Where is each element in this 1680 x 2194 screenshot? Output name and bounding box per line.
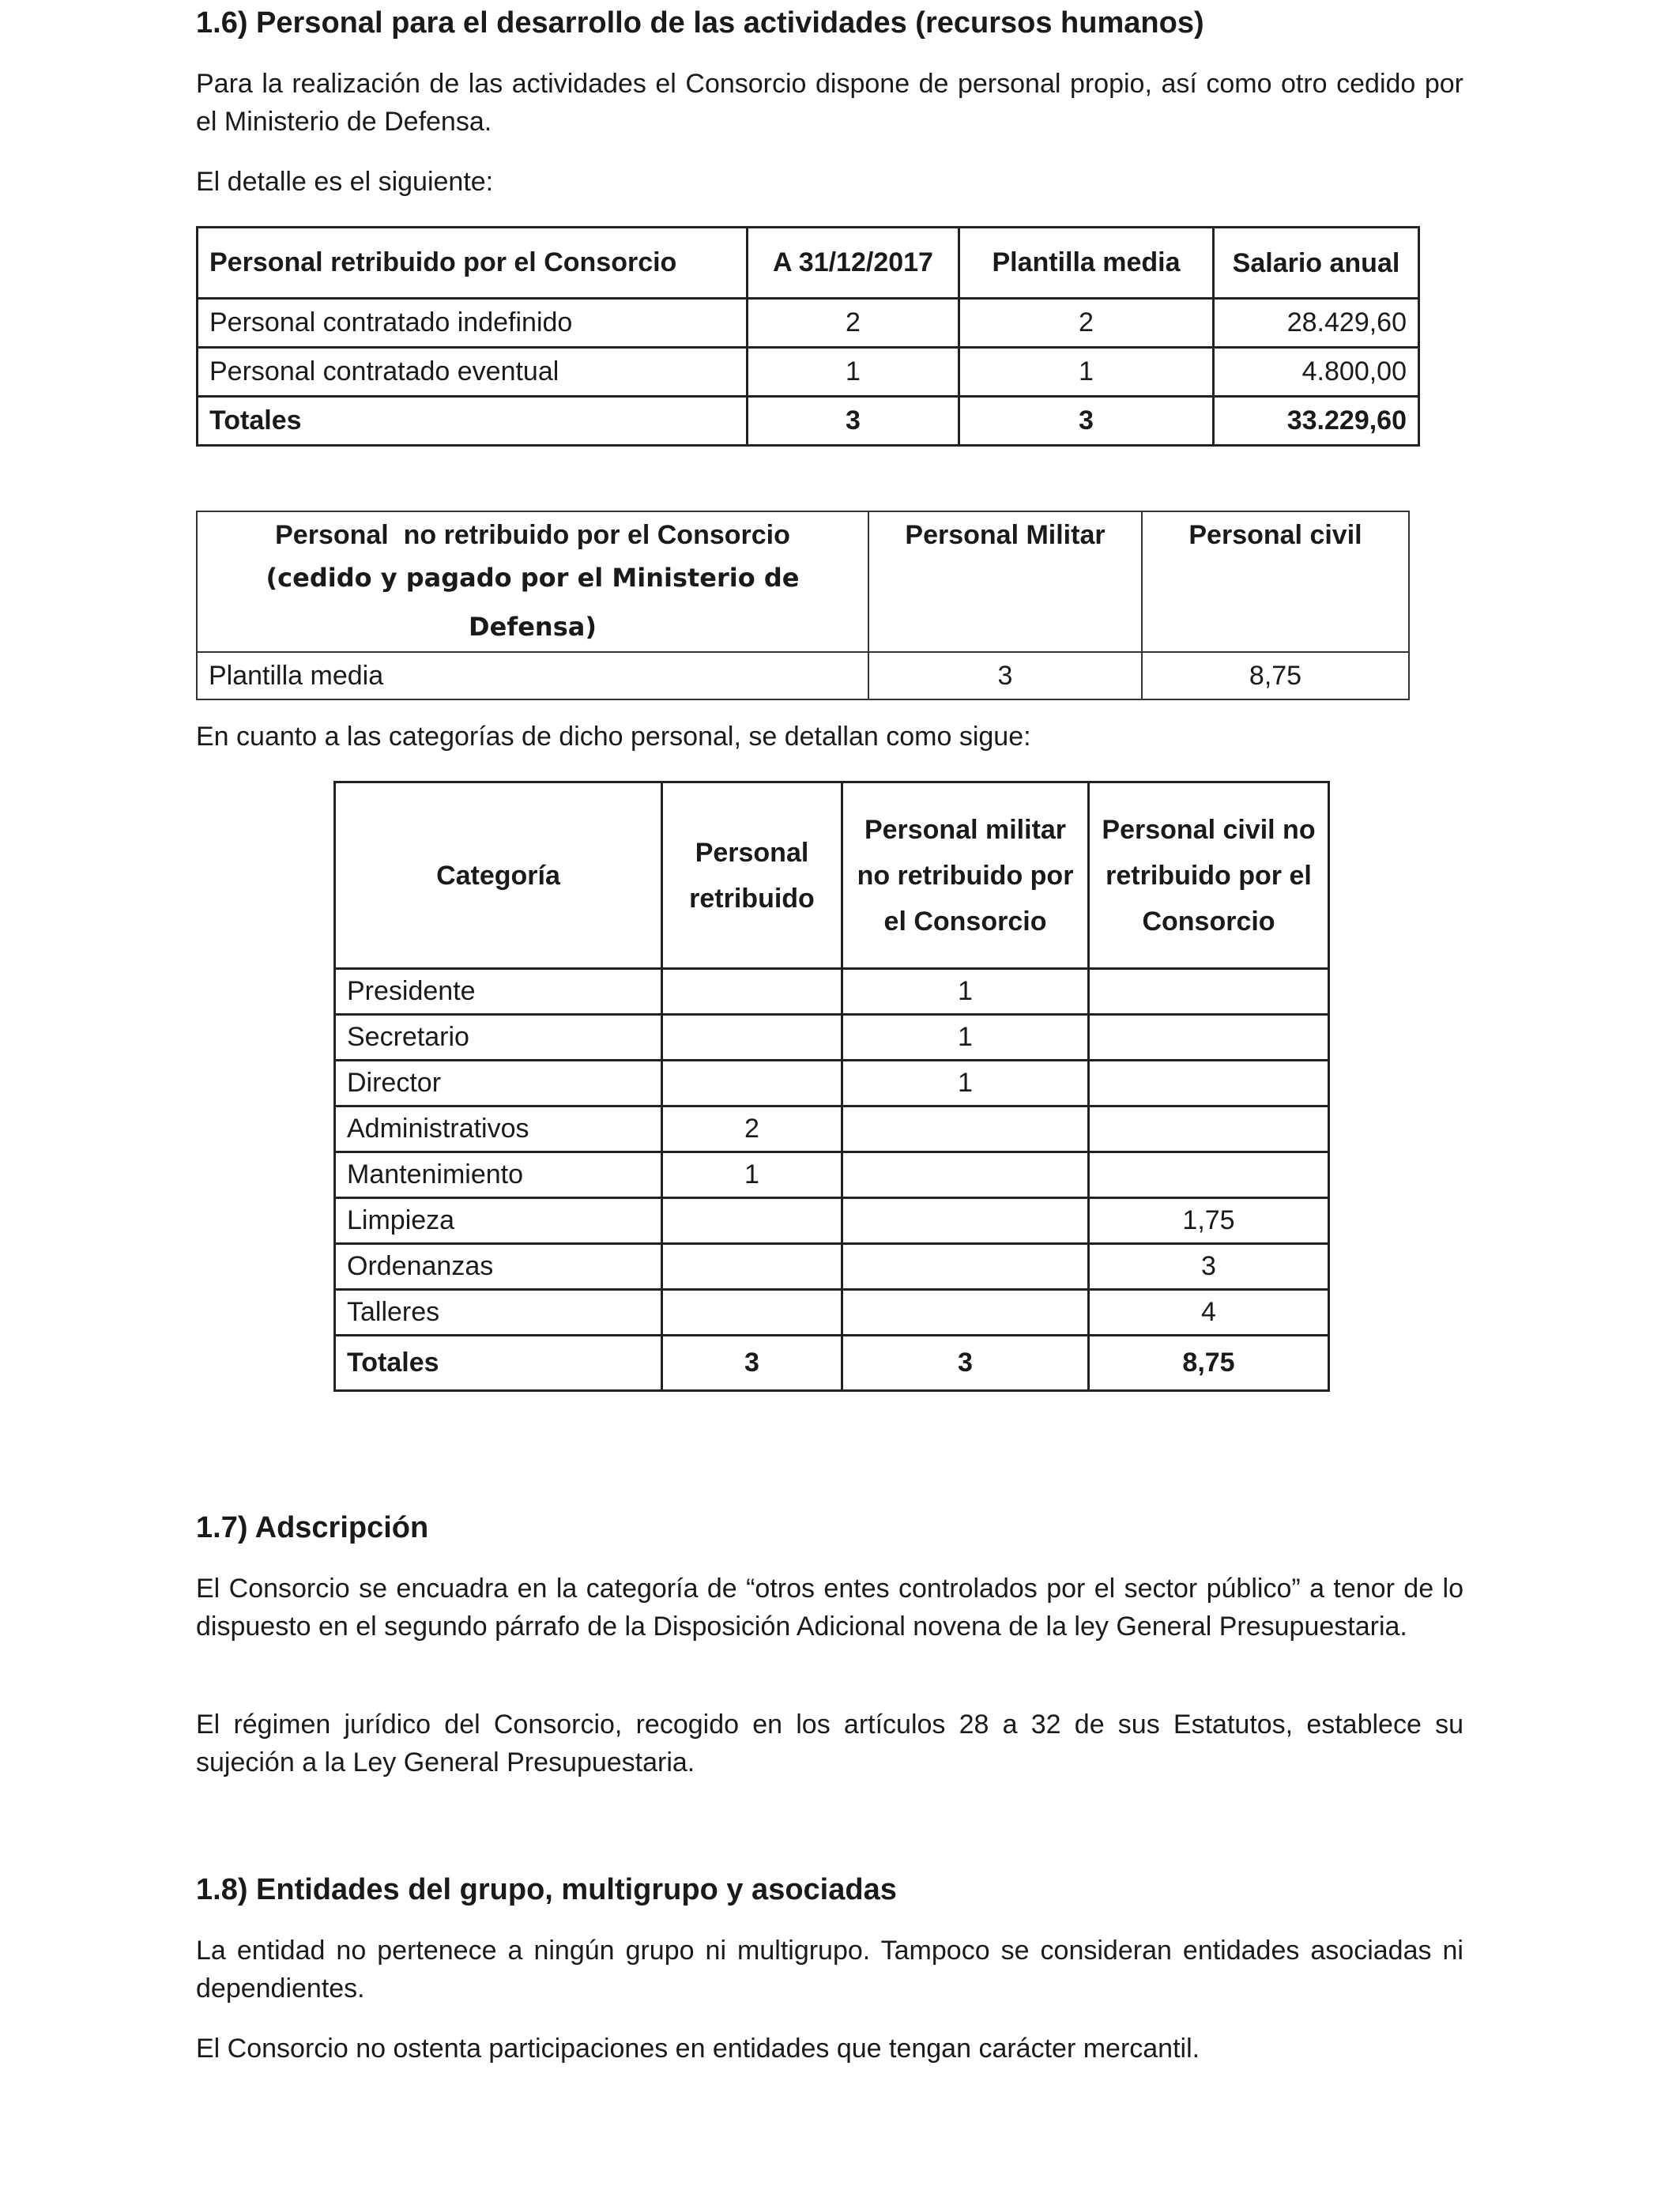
section-heading-1-6: 1.6) Personal para el desarrollo de las actividades (recursos humanos): [196, 6, 1204, 40]
row-label: Presidente: [335, 969, 662, 1015]
cell-value: 4.800,00: [1214, 348, 1419, 397]
cell-value: [842, 1244, 1089, 1290]
header-military-unpaid: Personal militar no retribuido por el Consorcio: [842, 782, 1089, 969]
cell-value: [662, 1290, 842, 1336]
cell-value: 1: [842, 969, 1089, 1015]
cell-value: 1: [842, 1061, 1089, 1106]
row-label: Plantilla media: [197, 652, 868, 699]
header-civil-unpaid: Personal civil no retribuido por el Consorcio: [1089, 782, 1329, 969]
header-civil-staff: Personal civil: [1142, 511, 1409, 652]
cell-value: 3: [868, 652, 1142, 699]
table-row: [335, 1106, 1329, 1152]
cell-value: 4: [1089, 1290, 1329, 1336]
totals-label: Totales: [198, 397, 748, 446]
cell-value: [842, 1152, 1089, 1198]
cell-value: [842, 1290, 1089, 1336]
group-entities-paragraph-2: El Consorcio no ostenta participaciones en entidades que tengan carácter mercantil.: [196, 2034, 1200, 2064]
cell-value: 1: [959, 348, 1214, 397]
cell-value: [662, 1015, 842, 1061]
table-row: [335, 1152, 1329, 1198]
totals-label: Totales: [335, 1336, 662, 1391]
cell-value: 3: [1089, 1244, 1329, 1290]
row-label: Personal contratado eventual: [198, 348, 748, 397]
header-unpaid-line2: (cedido y pagado por el Ministerio de Defensa): [266, 563, 800, 642]
table-row: [198, 299, 1419, 348]
row-label: Limpieza: [335, 1198, 662, 1244]
total-value: 3: [748, 397, 959, 446]
cell-value: [662, 969, 842, 1015]
cell-value: 2: [959, 299, 1214, 348]
header-unpaid-line1: Personal no retribuido por el Consorcio: [275, 520, 790, 550]
cell-value: 1: [748, 348, 959, 397]
cell-value: [662, 1061, 842, 1106]
table-row: [335, 1244, 1329, 1290]
paid-staff-table: [196, 226, 1420, 447]
row-label: Director: [335, 1061, 662, 1106]
table-row: [335, 1061, 1329, 1106]
total-value: 3: [959, 397, 1214, 446]
row-label: Administrativos: [335, 1106, 662, 1152]
cell-value: [842, 1106, 1089, 1152]
header-date: A 31/12/2017: [748, 228, 959, 299]
totals-row: [335, 1336, 1329, 1391]
cell-value: [1089, 1106, 1329, 1152]
total-value: 33.229,60: [1214, 397, 1419, 446]
table-row: [335, 969, 1329, 1015]
row-label: Mantenimiento: [335, 1152, 662, 1198]
row-label: Ordenanzas: [335, 1244, 662, 1290]
cell-value: 8,75: [1142, 652, 1409, 699]
header-average-staff: Plantilla media: [959, 228, 1214, 299]
cell-value: [842, 1198, 1089, 1244]
header-unpaid-staff: [197, 511, 868, 652]
table-row: [197, 652, 1409, 699]
header-category: Categoría: [335, 782, 662, 969]
table-row: [335, 1015, 1329, 1061]
header-military-staff: Personal Militar: [868, 511, 1142, 652]
cell-value: [1089, 1015, 1329, 1061]
cell-value: [1089, 1061, 1329, 1106]
unpaid-staff-table: [196, 511, 1410, 700]
header-paid: Personal retribuido: [662, 782, 842, 969]
row-label: Personal contratado indefinido: [198, 299, 748, 348]
row-label: Talleres: [335, 1290, 662, 1336]
cell-value: [662, 1244, 842, 1290]
cell-value: 1: [662, 1152, 842, 1198]
cell-value: [662, 1198, 842, 1244]
table-row: [198, 348, 1419, 397]
adscription-paragraph-1: El Consorcio se encuadra en la categoría de “otros entes controlados por el sector público” a tenor de lo dispuesto en el segundo párrafo de la Disposición Adicional novena de la ley General Presupuestaria.: [196, 1574, 1463, 1642]
detail-paragraph: El detalle es el siguiente:: [196, 167, 494, 197]
total-value: 3: [662, 1336, 842, 1391]
intro-paragraph: Para la realización de las actividades el Consorcio dispone de personal propio, así como otro cedido por el Ministerio de Defensa.: [196, 69, 1463, 137]
header-annual-salary: Salario anual: [1214, 228, 1419, 299]
totals-row: [198, 397, 1419, 446]
section-heading-1-7: 1.7) Adscripción: [196, 1511, 429, 1544]
categories-table: [333, 781, 1330, 1392]
categories-intro-paragraph: En cuanto a las categorías de dicho personal, se detallan como sigue:: [196, 722, 1031, 752]
header-paid-staff: Personal retribuido por el Consorcio: [198, 228, 748, 299]
cell-value: 28.429,60: [1214, 299, 1419, 348]
row-label: Secretario: [335, 1015, 662, 1061]
cell-value: [1089, 1152, 1329, 1198]
adscription-paragraph-2: El régimen jurídico del Consorcio, recogido en los artículos 28 a 32 de sus Estatutos, establece su sujeción a la Ley General Presupuestaria.: [196, 1710, 1463, 1777]
cell-value: 2: [662, 1106, 842, 1152]
table-row: [335, 1198, 1329, 1244]
section-heading-1-8: 1.8) Entidades del grupo, multigrupo y asociadas: [196, 1873, 897, 1906]
cell-value: [1089, 969, 1329, 1015]
cell-value: 1,75: [1089, 1198, 1329, 1244]
total-value: 8,75: [1089, 1336, 1329, 1391]
total-value: 3: [842, 1336, 1089, 1391]
table-row: [335, 1290, 1329, 1336]
cell-value: 2: [748, 299, 959, 348]
cell-value: 1: [842, 1015, 1089, 1061]
group-entities-paragraph-1: La entidad no pertenece a ningún grupo ni multigrupo. Tampoco se consideran entidades asociadas ni dependientes.: [196, 1936, 1463, 2004]
